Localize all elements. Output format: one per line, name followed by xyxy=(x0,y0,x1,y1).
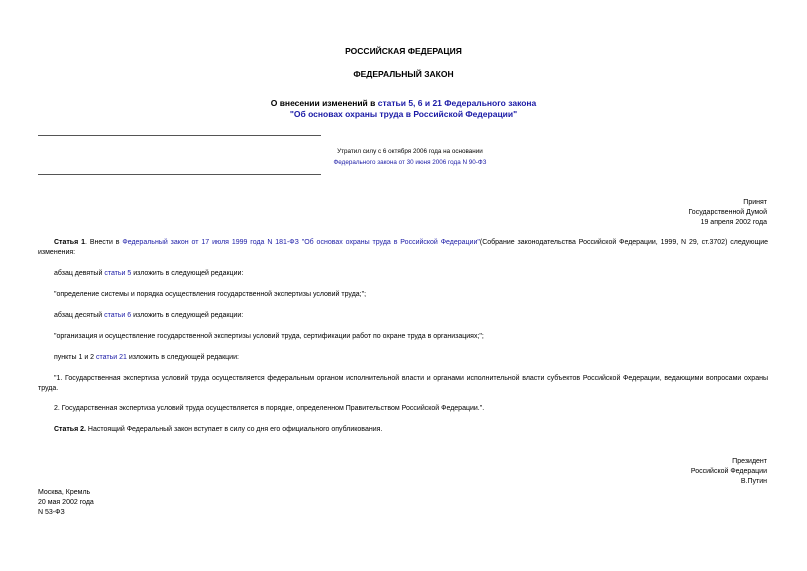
status-note-link[interactable]: Федерального закона от 30 июня 2006 года N 90-ФЗ xyxy=(333,159,487,166)
law-181-link[interactable]: Федеральный закон от 17 июля 1999 года N 181-ФЗ "Об основах охраны труда в Российской Федерации" xyxy=(122,239,480,246)
article-6-link[interactable]: статьи 6 xyxy=(104,312,132,319)
place-line2: 20 мая 2002 года xyxy=(38,499,94,506)
status-note-link-wrapper xyxy=(300,158,520,168)
paragraph-5 xyxy=(38,353,768,363)
divider-top xyxy=(38,135,321,136)
paragraph-2: "определение системы и порядка осуществления государственной экспертизы условий труда;"; xyxy=(54,291,367,298)
paragraph-6: "1. Государственная экспертиза условий труда осуществляется федеральным органом исполнительной власти и органами исполнительной власти субъектов Российской Федерации, ведающими вопросами охраны труда. xyxy=(38,375,768,392)
law-type-heading: ФЕДЕРАЛЬНЫЙ ЗАКОН xyxy=(353,69,454,79)
law-title-line2 xyxy=(0,109,807,120)
p3-pre: абзац десятый xyxy=(54,312,105,319)
p5-post: изложить в следующей редакции: xyxy=(126,354,239,361)
p5-pre: пункты 1 и 2 xyxy=(54,354,97,361)
paragraph-1 xyxy=(38,269,768,279)
p1-pre: абзац девятый xyxy=(54,270,105,277)
paragraph-3 xyxy=(38,311,768,321)
adoption-block xyxy=(688,198,767,228)
adoption-line2: Государственной Думой xyxy=(688,209,767,216)
article-5-link[interactable]: статьи 5 xyxy=(104,270,132,277)
p3-post: изложить в следующей редакции: xyxy=(131,312,244,319)
article-2-text: Настоящий Федеральный закон вступает в силу со дня его официального опубликования. xyxy=(85,426,383,433)
law-title xyxy=(0,98,807,109)
title-prefix: О внесении изменений в xyxy=(270,98,378,108)
place-date-block xyxy=(38,488,94,518)
signature-line3: В.Путин xyxy=(740,478,767,485)
adoption-line1: Принят xyxy=(743,199,767,206)
p1-post: изложить в следующей редакции: xyxy=(131,270,244,277)
article-1-post: (Собрание законодательства Российской Федерации, 1999, N 29, ст.3702) следующие изменения: xyxy=(38,239,769,256)
signature-block xyxy=(691,457,767,487)
place-line1: Москва, Кремль xyxy=(38,489,91,496)
paragraph-7: 2. Государственная экспертиза условий труда осуществляется в порядке, определенном Правительством Российской Федерации.". xyxy=(54,405,485,412)
article-1-pre: . Внести в xyxy=(84,239,123,246)
article-21-link[interactable]: статьи 21 xyxy=(96,354,127,361)
status-note-line1: Утратил силу с 6 октября 2006 года на основании xyxy=(337,148,483,155)
divider-bottom xyxy=(38,174,321,175)
article-2 xyxy=(38,425,768,435)
signature-line1: Президент xyxy=(732,458,767,465)
title-articles-link[interactable]: статьи 5, 6 и 21 Федерального закона xyxy=(377,98,537,108)
place-line3: N 53-ФЗ xyxy=(38,509,65,516)
article-1-label: Статья 1 xyxy=(54,239,85,246)
country-heading: РОССИЙСКАЯ ФЕДЕРАЦИЯ xyxy=(345,46,462,56)
adoption-line3: 19 апреля 2002 года xyxy=(700,219,767,226)
article-2-label: Статья 2. xyxy=(54,426,86,433)
title-law-link[interactable]: "Об основах охраны труда в Российской Федерации" xyxy=(289,109,518,119)
paragraph-4: "организация и осуществление государственной экспертизы условий труда, сертификации работ по охране труда в организациях;"; xyxy=(54,333,484,340)
article-1 xyxy=(38,238,768,258)
signature-line2: Российской Федерации xyxy=(690,468,767,475)
